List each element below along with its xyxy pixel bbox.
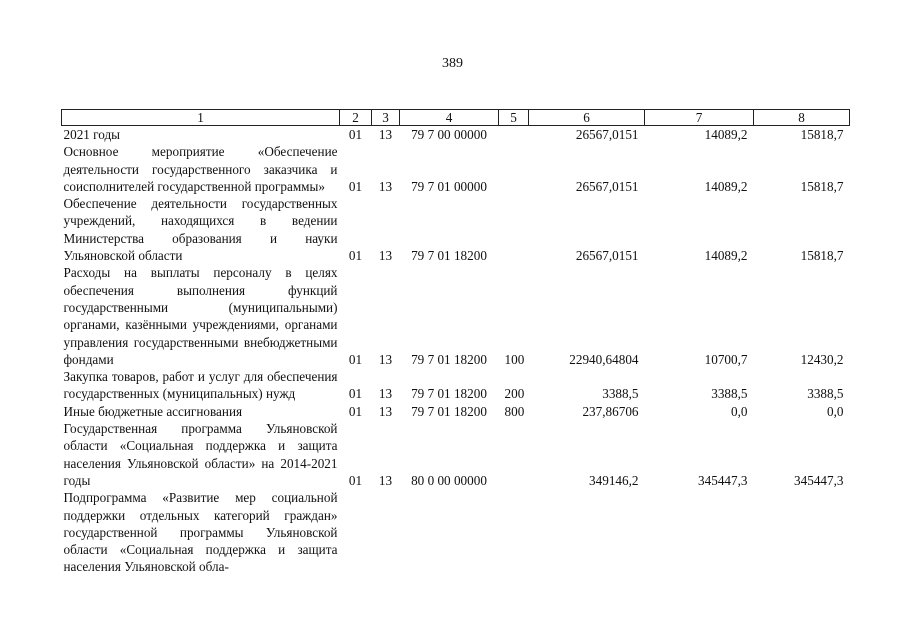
amount-col8: 3388,5: [807, 386, 844, 402]
subsection-code: 13: [378, 386, 393, 402]
amount-col6: 22940,64804: [569, 351, 639, 367]
amount-col8: 12430,2: [800, 351, 844, 367]
target-article-code: [400, 489, 499, 575]
amount-col7: 14089,2: [704, 178, 748, 194]
expense-type-code: [499, 420, 529, 489]
subsection-code: 13: [378, 127, 393, 142]
column-header: 4: [400, 110, 499, 126]
amount-col8: [754, 489, 850, 575]
row-name: Основное мероприятие «Обеспечение деятельности государственного заказчика и соисполнителей государственной программы»: [63, 144, 338, 194]
amount-col6: 3388,5: [602, 386, 639, 402]
section-code: 01: [348, 403, 363, 419]
amount-col7: 345447,3: [698, 472, 748, 488]
expense-type-code: 100: [504, 351, 525, 367]
amount-col8: 15818,7: [800, 248, 844, 264]
amount-col6: 349146,2: [589, 472, 639, 488]
section-code: [340, 489, 372, 575]
amount-col7: 14089,2: [704, 248, 748, 264]
row-name: Государственная программа Ульяновской области «Социальная поддержка и защита населения Ульяновской области» на 2014-2021 годы: [63, 421, 338, 488]
table-row: [62, 126, 850, 144]
amount-col7: 14089,2: [704, 127, 748, 142]
subsection-code: 13: [378, 248, 393, 264]
column-header: 6: [529, 110, 645, 126]
section-code: 01: [348, 248, 363, 264]
column-header: 5: [499, 110, 529, 126]
column-header: 2: [340, 110, 372, 126]
column-header: 3: [372, 110, 400, 126]
expense-type-code: [499, 126, 529, 144]
amount-col7: 0,0: [731, 403, 748, 419]
table-row: [62, 143, 850, 195]
row-name: Иные бюджетные ассигнования: [63, 403, 243, 419]
section-code: 01: [348, 386, 363, 402]
column-header: 1: [62, 110, 340, 126]
column-header: 7: [645, 110, 754, 126]
amount-col8: 345447,3: [794, 472, 844, 488]
expense-type-code: 800: [504, 403, 525, 419]
expense-type-code: 200: [504, 386, 525, 402]
row-name: Обеспечение деятельности государственных учреждений, находящихся в ведении Министерства образования и науки Ульяновской области: [63, 196, 338, 264]
section-code: 01: [348, 178, 363, 194]
subsection-code: 13: [378, 403, 393, 419]
target-article-code: 79 7 01 00000: [411, 178, 487, 194]
target-article-code: 80 0 00 00000: [411, 472, 487, 488]
table-header-row: [62, 110, 850, 126]
amount-col6: 26567,0151: [575, 127, 639, 142]
subsection-code: 13: [378, 178, 393, 194]
row-name: Расходы на выплаты персоналу в целях обеспечения выполнения функций государственными (муниципальными) органами, казёнными учреждениями, органами управления государственными внебюджетными фондами: [63, 265, 338, 367]
expense-type-code: [499, 489, 529, 575]
subsection-code: 13: [378, 472, 393, 488]
amount-col6: [529, 489, 645, 575]
expense-type-code: [499, 195, 529, 264]
amount-col7: 10700,7: [704, 351, 748, 367]
amount-col8: 15818,7: [800, 178, 844, 194]
amount-col6: 26567,0151: [575, 248, 639, 264]
table-row: [62, 195, 850, 264]
amount-col7: 3388,5: [711, 386, 748, 402]
page-number: 389: [442, 56, 463, 71]
table-row: [62, 489, 850, 575]
table-row: [62, 264, 850, 368]
amount-col6: 26567,0151: [575, 178, 639, 194]
section-code: 01: [348, 127, 363, 142]
target-article-code: 79 7 01 18200: [411, 351, 487, 367]
amount-col8: 15818,7: [800, 127, 844, 142]
row-name: 2021 годы: [63, 127, 121, 142]
row-name: Закупка товаров, работ и услуг для обеспечения государственных (муниципальных) нужд: [63, 369, 338, 402]
target-article-code: 79 7 01 18200: [411, 248, 487, 264]
column-header: 8: [754, 110, 850, 126]
amount-col8: 0,0: [827, 403, 844, 419]
table-row: [62, 403, 850, 420]
row-name: Подпрограмма «Развитие мер социальной поддержки отдельных категорий граждан» государственной программы Ульяновской области «Социальная поддержка и защита населения Ульяновской обла-: [63, 490, 338, 575]
amount-col6: 237,86706: [582, 403, 639, 419]
section-code: 01: [348, 472, 363, 488]
expense-type-code: [499, 143, 529, 195]
section-code: 01: [348, 351, 363, 367]
target-article-code: 79 7 01 18200: [411, 403, 487, 419]
table-row: [62, 420, 850, 489]
amount-col7: [645, 489, 754, 575]
target-article-code: 79 7 00 00000: [411, 127, 487, 142]
budget-table: [61, 109, 850, 576]
subsection-code: 13: [378, 351, 393, 367]
target-article-code: 79 7 01 18200: [411, 386, 487, 402]
table-row: [62, 368, 850, 403]
subsection-code: [372, 489, 400, 575]
